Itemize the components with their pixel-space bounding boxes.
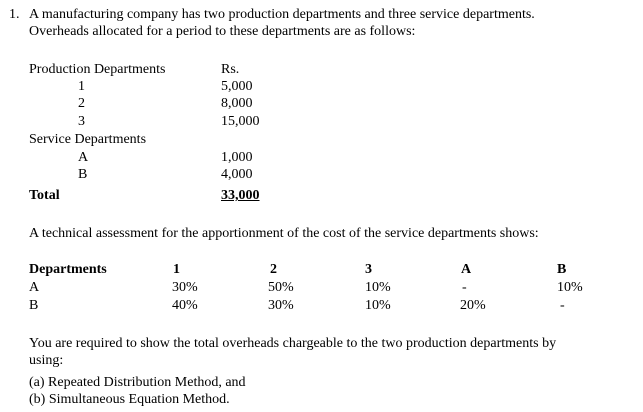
table-row-label: A bbox=[29, 280, 40, 295]
table-cell: - bbox=[462, 280, 467, 295]
service-departments-heading: Service Departments bbox=[29, 132, 147, 147]
production-dept-label: 3 bbox=[78, 114, 85, 129]
column-header-1: 1 bbox=[173, 262, 180, 277]
production-dept-amount: 5,000 bbox=[221, 79, 253, 94]
total-label: Total bbox=[29, 188, 60, 203]
table-cell: 20% bbox=[460, 298, 486, 313]
production-dept-label: 1 bbox=[78, 79, 85, 94]
column-header-departments: Departments bbox=[29, 262, 107, 277]
requirement-line-2: using: bbox=[29, 353, 64, 368]
question-number: 1. bbox=[9, 7, 20, 22]
assessment-sentence: A technical assessment for the apportionment of the cost of the service departments shows: bbox=[29, 226, 539, 241]
column-header-a: A bbox=[461, 262, 472, 277]
requirement-line-1: You are required to show the total overheads chargeable to the two production departments by bbox=[29, 336, 557, 351]
intro-line-2: Overheads allocated for a period to these departments are as follows: bbox=[29, 24, 416, 39]
total-amount: 33,000 bbox=[221, 188, 260, 203]
service-dept-label: A bbox=[78, 150, 89, 165]
column-header-b: B bbox=[557, 262, 567, 277]
table-cell: 10% bbox=[365, 298, 391, 313]
service-dept-amount: 4,000 bbox=[221, 167, 253, 182]
production-dept-label: 2 bbox=[78, 96, 85, 111]
table-cell: - bbox=[560, 298, 565, 313]
table-cell: 30% bbox=[268, 298, 294, 313]
table-cell: 10% bbox=[557, 280, 583, 295]
production-departments-heading: Production Departments bbox=[29, 62, 166, 77]
column-header-2: 2 bbox=[270, 262, 277, 277]
table-row-label: B bbox=[29, 298, 39, 313]
currency-heading: Rs. bbox=[221, 62, 240, 77]
method-option-b: (b) Simultaneous Equation Method. bbox=[29, 392, 230, 407]
table-cell: 30% bbox=[172, 280, 198, 295]
production-dept-amount: 15,000 bbox=[221, 114, 260, 129]
service-dept-amount: 1,000 bbox=[221, 150, 253, 165]
production-dept-amount: 8,000 bbox=[221, 96, 253, 111]
table-cell: 40% bbox=[172, 298, 198, 313]
intro-line-1: A manufacturing company has two production departments and three service departments. bbox=[29, 7, 535, 22]
column-header-3: 3 bbox=[365, 262, 372, 277]
method-option-a: (a) Repeated Distribution Method, and bbox=[29, 375, 246, 390]
table-cell: 50% bbox=[268, 280, 294, 295]
table-cell: 10% bbox=[365, 280, 391, 295]
service-dept-label: B bbox=[78, 167, 88, 182]
